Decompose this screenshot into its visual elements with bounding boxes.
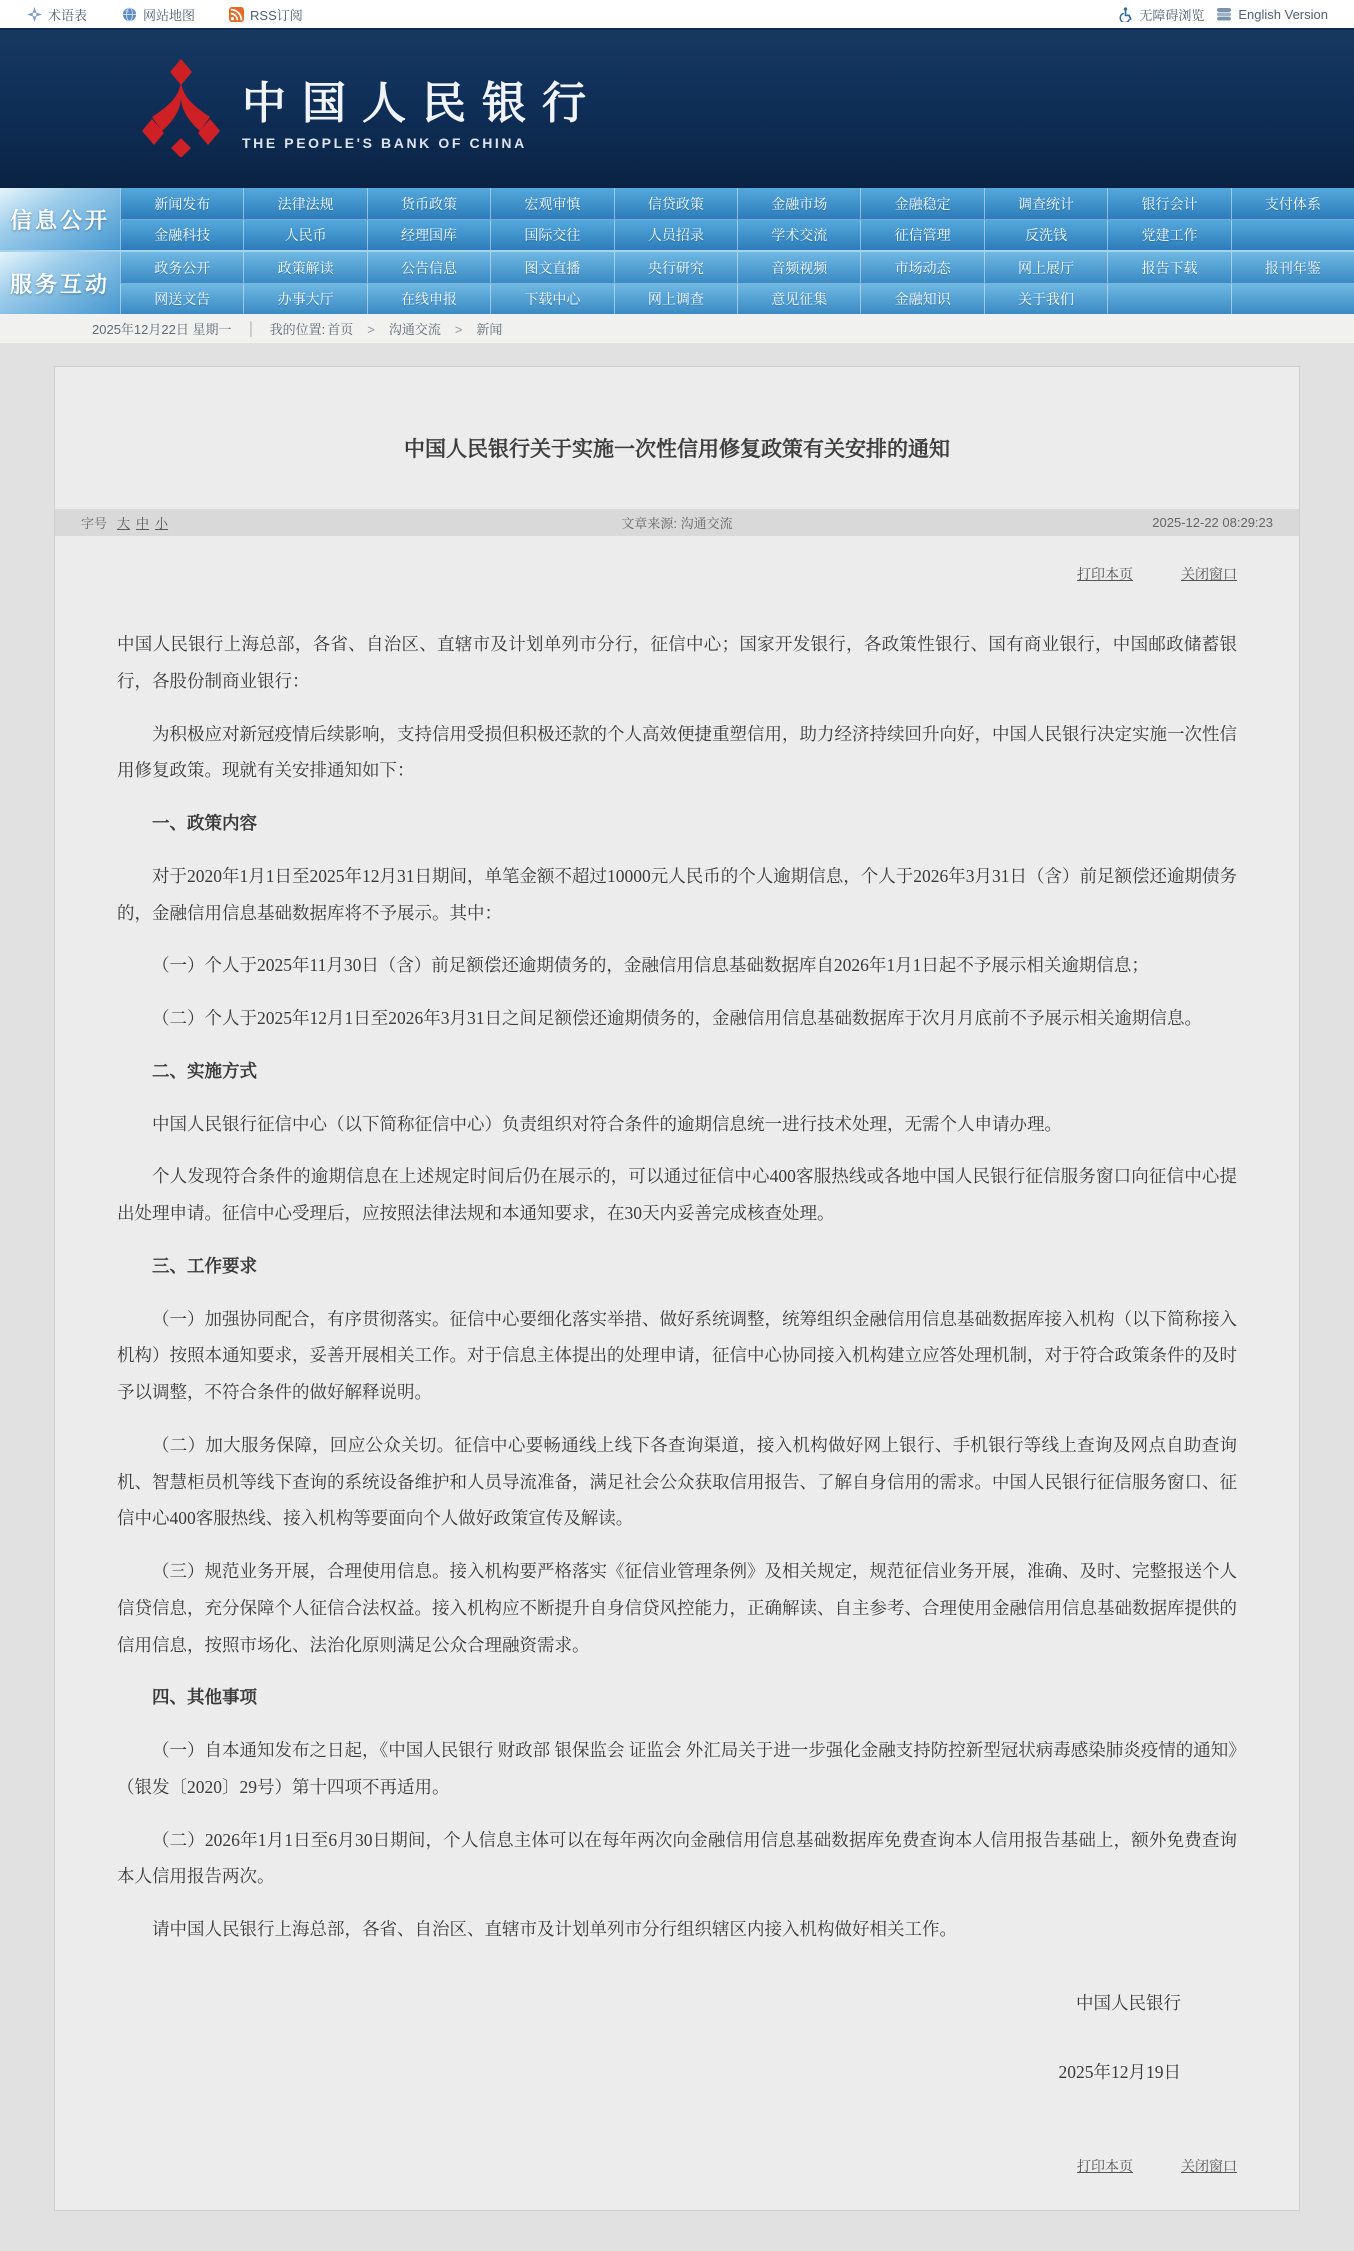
paragraph: 中国人民银行上海总部，各省、自治区、直辖市及计划单列市分行，征信中心；国家开发银行，各政策性银行、国有商业银行，中国邮政储蓄银行，各股份制商业银行： — [117, 634, 1237, 691]
nav-item[interactable]: 信贷政策 — [614, 188, 737, 219]
paragraph: （二）加大服务保障，回应公众关切。征信中心要畅通线上线下各查询渠道，接入机构做好网上银行、手机银行等线上查询及网点自助查询机、智慧柜员机等线下查询的系统设备维护和人员导流准备，满足社会公众获取信用报告、了解自身信用的需求。中国人民银行征信服务窗口、征信中心400客服热线、接入机构等要面向个人做好政策宣传及解读。 — [117, 1434, 1237, 1529]
nav-item[interactable]: 经理国库 — [367, 220, 490, 250]
breadcrumb-divider: │ — [247, 321, 256, 336]
nav-item[interactable]: 党建工作 — [1107, 220, 1230, 250]
article-title: 中国人民银行关于实施一次性信用修复政策有关安排的通知 — [404, 437, 950, 461]
section-heading: 四、其他事项 — [152, 1687, 257, 1708]
glossary-label: 术语表 — [48, 7, 88, 23]
nav-item[interactable]: 网上展厅 — [984, 252, 1107, 283]
breadcrumb-link[interactable]: 新闻 — [476, 322, 503, 337]
english-version-link[interactable] — [1216, 6, 1328, 22]
top-utility-bar — [0, 0, 1354, 28]
nav-cell-empty — [1231, 220, 1354, 250]
nav-item[interactable]: 调查统计 — [984, 188, 1107, 219]
breadcrumb-separator: > — [454, 322, 463, 337]
nav-row — [120, 219, 1354, 250]
nav-item[interactable]: 音频视频 — [737, 252, 860, 283]
nav-item[interactable]: 金融知识 — [860, 284, 983, 314]
nav-item[interactable]: 征信管理 — [860, 220, 983, 250]
nav-item[interactable]: 市场动态 — [860, 252, 983, 283]
article-meta-bar — [55, 509, 1299, 536]
nav-item[interactable]: 银行会计 — [1107, 188, 1230, 219]
breadcrumb-separator: > — [367, 322, 375, 337]
nav-item[interactable]: 货币政策 — [367, 188, 490, 219]
paragraph: （一）个人于2025年11月30日（含）前足额偿还逾期债务的，金融信用信息基础数据库自2026年1月1日起不予展示相关逾期信息； — [152, 955, 1149, 976]
paragraph: 请中国人民银行上海总部，各省、自治区、直辖市及计划单列市分行组织辖区内接入机构做好相关工作。 — [152, 1919, 957, 1939]
nav-item[interactable]: 新闻发布 — [120, 188, 243, 219]
rss-icon — [229, 7, 244, 22]
nav-item[interactable]: 人民币 — [243, 220, 366, 250]
nav-item[interactable]: 下载中心 — [490, 284, 613, 314]
nav-item[interactable]: 报刊年鉴 — [1231, 252, 1354, 283]
rss-label: RSS订阅 — [250, 7, 303, 23]
english-version-label: English Version — [1238, 6, 1328, 22]
location-label: 我的位置: — [269, 322, 326, 337]
nav-item[interactable]: 支付体系 — [1231, 188, 1354, 219]
sitemap-link[interactable] — [121, 5, 195, 24]
print-page-link[interactable]: 打印本页 — [1077, 2157, 1133, 2174]
section-heading: 二、实施方式 — [152, 1060, 257, 1081]
nav-item[interactable]: 报告下载 — [1107, 252, 1230, 283]
font-size-controls — [117, 513, 174, 532]
current-date: 2025年12月22日 星期一 — [92, 322, 232, 337]
breadcrumb-path — [327, 319, 502, 338]
breadcrumb-link[interactable]: 沟通交流 — [388, 322, 441, 337]
breadcrumb — [0, 314, 1354, 343]
bank-name-en: THE PEOPLE'S BANK OF CHINA — [242, 135, 527, 151]
nav-section — [0, 250, 1354, 314]
bank-name-cn: 中国人民银行 — [242, 79, 602, 128]
globe-icon — [121, 6, 137, 22]
font-size-link[interactable]: 小 — [155, 516, 169, 531]
font-size-link[interactable]: 大 — [117, 516, 131, 531]
article-actions-top — [55, 536, 1299, 584]
compass-icon — [26, 6, 42, 22]
nav-item[interactable]: 网上调查 — [614, 284, 737, 314]
pbc-logo-icon — [140, 57, 222, 162]
nav-cell-empty — [1231, 284, 1354, 314]
nav-section-label[interactable]: 服务互动 — [0, 252, 120, 314]
article-panel — [54, 366, 1300, 2211]
accessibility-label: 无障碍浏览 — [1139, 7, 1205, 23]
accessibility-icon — [1117, 6, 1133, 22]
nav-item[interactable]: 在线申报 — [367, 284, 490, 314]
nav-row — [120, 252, 1354, 283]
font-size-label: 字号 — [81, 516, 108, 531]
nav-item[interactable]: 金融稳定 — [860, 188, 983, 219]
accessibility-link[interactable] — [1117, 5, 1204, 24]
article-datetime: 2025-12-22 08:29:23 — [1152, 515, 1273, 530]
site-banner — [0, 28, 1354, 188]
article-signature — [55, 1964, 1299, 2084]
paragraph: （二）个人于2025年12月1日至2026年3月31日之间足额偿还逾期债务的，金融信用信息基础数据库于次月月底前不予展示相关逾期信息。 — [152, 1008, 1202, 1028]
nav-cell-empty — [1107, 284, 1230, 314]
paragraph: （一）自本通知发布之日起，《中国人民银行 财政部 银保监会 证监会 外汇局关于进一步强化金融支持防控新型冠状病毒感染肺炎疫情的通知》（银发〔2020〕29号）第十四项不再适用。 — [117, 1740, 1237, 1797]
nav-item[interactable]: 央行研究 — [614, 252, 737, 283]
breadcrumb-link[interactable]: 首页 — [327, 322, 354, 337]
nav-item[interactable]: 宏观审慎 — [490, 188, 613, 219]
article-source: 文章来源: 沟通交流 — [621, 516, 733, 531]
nav-item[interactable]: 国际交往 — [490, 220, 613, 250]
nav-item[interactable]: 公告信息 — [367, 252, 490, 283]
nav-item[interactable]: 关于我们 — [984, 284, 1107, 314]
sitemap-label: 网站地图 — [143, 7, 196, 23]
paragraph: （二）2026年1月1日至6月30日期间，个人信息主体可以在每年两次向金融信用信息基础数据库免费查询本人信用报告基础上，额外免费查询本人信用报告两次。 — [117, 1829, 1237, 1887]
section-heading: 三、工作要求 — [152, 1255, 257, 1276]
glossary-link[interactable] — [26, 5, 87, 24]
paragraph: （一）加强协同配合，有序贯彻落实。征信中心要细化落实举措、做好系统调整，统筹组织金融信用信息基础数据库接入机构（以下简称接入机构）按照本通知要求，妥善开展相关工作。对于信息主体提出的处理申请，征信中心协同接入机构建立应答处理机制，对于符合政策条件的及时予以调整，不符合条件的做好解释说明。 — [117, 1308, 1237, 1402]
close-window-link[interactable]: 关闭窗口 — [1181, 566, 1237, 582]
nav-item[interactable]: 办事大厅 — [243, 284, 366, 314]
signature-org: 中国人民银行 — [1076, 1992, 1181, 2013]
article-actions-bottom — [55, 2128, 1299, 2176]
nav-item[interactable]: 政策解读 — [243, 252, 366, 283]
nav-item[interactable]: 金融科技 — [120, 220, 243, 250]
signature-date: 2025年12月19日 — [1058, 2061, 1181, 2082]
paragraph: 为积极应对新冠疫情后续影响，支持信用受损但积极还款的个人高效便捷重塑信用，助力经济持续回升向好，中国人民银行决定实施一次性信用修复政策。现就有关安排通知如下： — [117, 723, 1237, 781]
nav-item[interactable]: 反洗钱 — [984, 220, 1107, 250]
section-heading: 一、政策内容 — [152, 813, 257, 833]
main-nav — [0, 188, 1354, 314]
nav-row — [120, 283, 1354, 314]
nav-item[interactable]: 法律法规 — [243, 188, 366, 219]
print-page-link[interactable]: 打印本页 — [1077, 566, 1133, 582]
paragraph: （三）规范业务开展，合理使用信息。接入机构要严格落实《征信业管理条例》及相关规定，规范征信业务开展，准确、及时、完整报送个人信贷信息，充分保障个人征信合法权益。接入机构应不断提升自身信贷风控能力，正确解读、自主参考、合理使用金融信用信息基础数据库提供的信用信息，按照市场化、法治化原则满足公众合理融资需求。 — [117, 1561, 1237, 1655]
paragraph: 中国人民银行征信中心（以下简称征信中心）负责组织对符合条件的逾期信息统一进行技术处理，无需个人申请办理。 — [152, 1113, 1062, 1134]
page-main — [0, 343, 1354, 2251]
font-size-link[interactable]: 中 — [136, 516, 150, 531]
nav-row — [120, 188, 1354, 219]
nav-item[interactable]: 网送文告 — [120, 284, 243, 314]
nav-section — [0, 188, 1354, 250]
rss-link[interactable] — [229, 5, 303, 24]
nav-item[interactable]: 学术交流 — [737, 220, 860, 250]
paragraph: 个人发现符合条件的逾期信息在上述规定时间后仍在展示的，可以通过征信中心400客服热线或各地中国人民银行征信服务窗口向征信中心提出处理申请。征信中心受理后，应按照法律法规和本通知要求，在30天内妥善完成核查处理。 — [117, 1166, 1237, 1223]
article-body — [55, 584, 1299, 1948]
nav-item[interactable]: 金融市场 — [737, 188, 860, 219]
nav-item[interactable]: 图文直播 — [490, 252, 613, 283]
nav-item[interactable]: 意见征集 — [737, 284, 860, 314]
nav-item[interactable]: 政务公开 — [120, 252, 243, 283]
book-icon — [1216, 6, 1232, 22]
nav-item[interactable]: 人员招录 — [614, 220, 737, 250]
bank-brand[interactable] — [140, 57, 602, 162]
close-window-link[interactable]: 关闭窗口 — [1181, 2157, 1237, 2174]
paragraph: 对于2020年1月1日至2025年12月31日期间，单笔金额不超过10000元人民币的个人逾期信息，个人于2026年3月31日（含）前足额偿还逾期债务的，金融信用信息基础数据库将不予展示。其中： — [117, 865, 1237, 923]
nav-section-label[interactable]: 信息公开 — [0, 188, 120, 250]
